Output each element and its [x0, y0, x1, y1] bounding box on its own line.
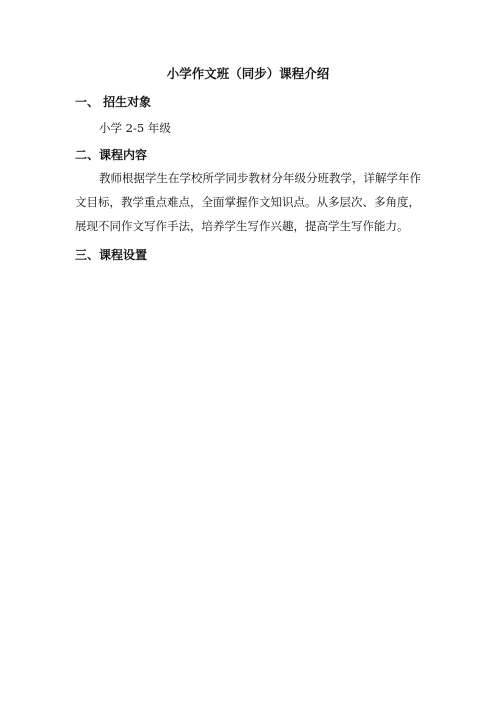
course-content-paragraph: 教师根据学生在学校所学同步教材分年级分班教学，详解学年作文目标，教学重点难点，全面掌握作文知识点。从多层次、多角度，展现不同作文写作手法，培养学生写作兴趣，提高学生写作能力。: [75, 171, 421, 233]
heading-enrollment-target: 一、 招生对象: [75, 95, 152, 109]
document-title: 小学作文班（同步）课程介绍: [166, 66, 330, 81]
enrollment-target-text: 小学 2-5 年级: [99, 121, 171, 135]
heading-course-content: 二、课程内容: [75, 148, 148, 162]
heading-course-settings: 三、课程设置: [75, 248, 148, 262]
